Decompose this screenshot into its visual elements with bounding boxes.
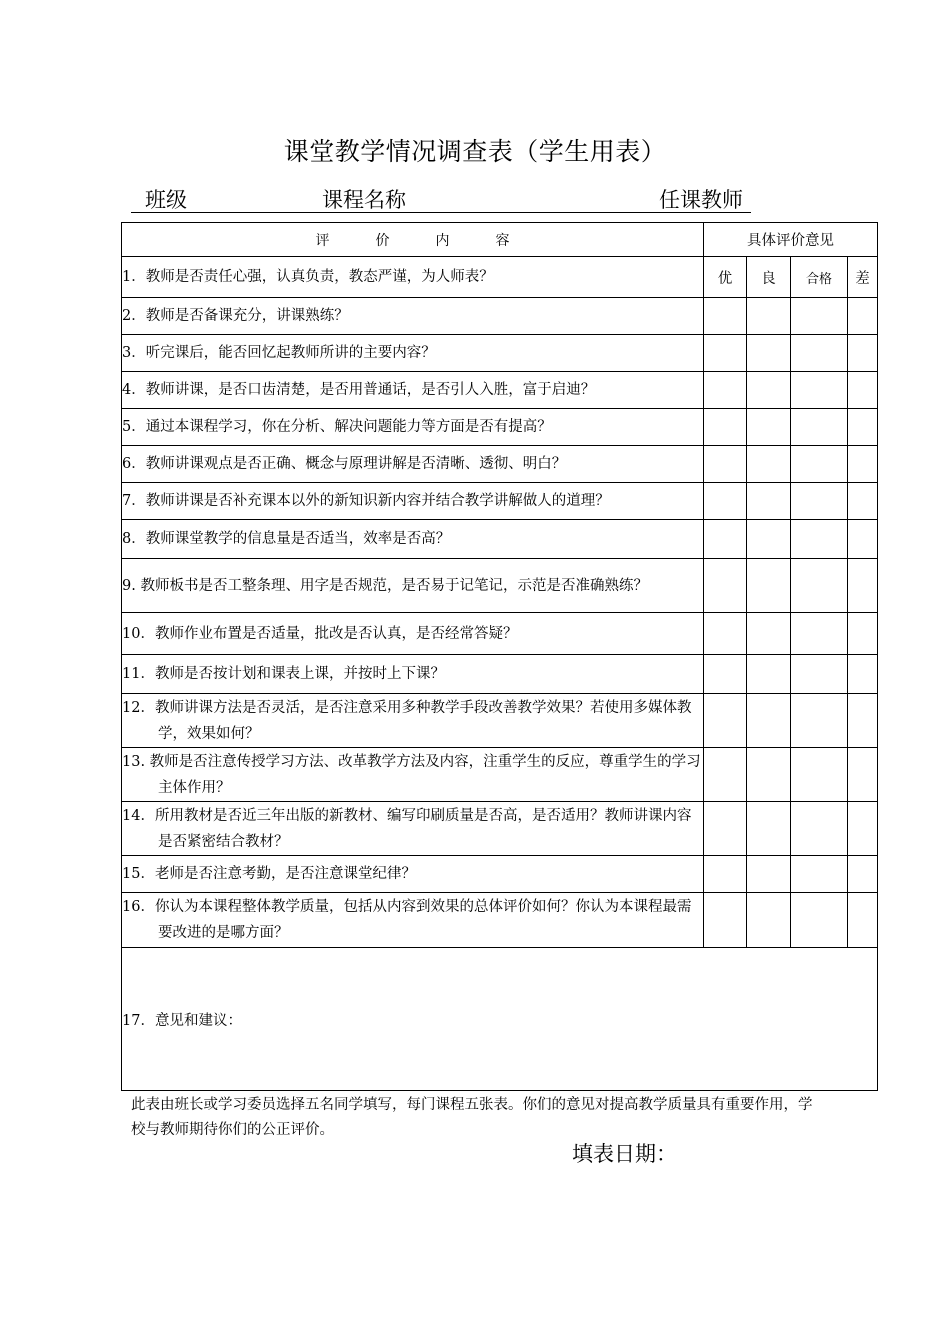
table-row bbox=[122, 483, 878, 520]
table-row bbox=[122, 655, 878, 694]
rating-cell[interactable] bbox=[791, 559, 848, 613]
question-7: 7．教师讲课是否补充课本以外的新知识新内容并结合教学讲解做人的道理？ bbox=[122, 483, 704, 520]
question-8: 8．教师课堂教学的信息量是否适当，效率是否高？ bbox=[122, 520, 704, 559]
rating-cell[interactable] bbox=[848, 655, 878, 694]
question-9: 9. 教师板书是否工整条理、用字是否规范，是否易于记笔记，示范是否准确熟练？ bbox=[122, 559, 704, 613]
question-13-cell bbox=[122, 748, 704, 802]
rating-cell[interactable] bbox=[848, 483, 878, 520]
opinion-header: 具体评价意见 bbox=[704, 223, 878, 257]
content-header: 评价内容 bbox=[315, 232, 556, 249]
question-14: 14．所用教材是否近三年出版的新教材、编写印刷质量是否高，是否适用？教师讲课内容是否紧密结合教材？ bbox=[122, 807, 692, 850]
rating-cell[interactable] bbox=[747, 802, 791, 856]
rating-pass-label: 合格 bbox=[791, 257, 848, 298]
table-row bbox=[122, 409, 878, 446]
rating-cell[interactable] bbox=[747, 520, 791, 559]
table-row bbox=[122, 893, 878, 948]
rating-cell[interactable] bbox=[848, 613, 878, 655]
rating-cell[interactable] bbox=[704, 446, 747, 483]
rating-cell[interactable] bbox=[747, 335, 791, 372]
rating-cell[interactable] bbox=[791, 802, 848, 856]
rating-poor-label: 差 bbox=[848, 257, 878, 298]
rating-cell[interactable] bbox=[848, 856, 878, 893]
rating-cell[interactable] bbox=[704, 856, 747, 893]
page-title: 课堂教学情况调查表（学生用表） bbox=[283, 137, 667, 166]
table-row bbox=[122, 613, 878, 655]
rating-cell[interactable] bbox=[791, 520, 848, 559]
rating-cell[interactable] bbox=[704, 748, 747, 802]
rating-cell[interactable] bbox=[848, 298, 878, 335]
rating-excellent-label: 优 bbox=[704, 257, 747, 298]
table-row bbox=[122, 748, 878, 802]
question-13: 13. 教师是否注意传授学习方法、改革教学方法及内容，注重学生的反应，尊重学生的学习主体作用？ bbox=[122, 753, 701, 796]
question-5: 5．通过本课程学习，你在分析、解决问题能力等方面是否有提高？ bbox=[122, 409, 704, 446]
rating-cell[interactable] bbox=[704, 694, 747, 748]
rating-cell[interactable] bbox=[704, 613, 747, 655]
table-row bbox=[122, 335, 878, 372]
rating-cell[interactable] bbox=[747, 694, 791, 748]
rating-cell[interactable] bbox=[848, 520, 878, 559]
rating-cell[interactable] bbox=[704, 893, 747, 948]
rating-cell[interactable] bbox=[791, 748, 848, 802]
table-row bbox=[122, 694, 878, 748]
rating-cell[interactable] bbox=[791, 409, 848, 446]
question-4: 4．教师讲课，是否口齿清楚，是否用普通话，是否引人入胜，富于启迪？ bbox=[122, 372, 704, 409]
rating-cell[interactable] bbox=[791, 856, 848, 893]
rating-cell[interactable] bbox=[848, 409, 878, 446]
rating-cell[interactable] bbox=[704, 298, 747, 335]
rating-cell[interactable] bbox=[848, 694, 878, 748]
rating-cell[interactable] bbox=[848, 372, 878, 409]
question-3: 3．听完课后，能否回忆起教师所讲的主要内容？ bbox=[122, 335, 704, 372]
question-12-cell bbox=[122, 694, 704, 748]
table-row bbox=[122, 298, 878, 335]
rating-cell[interactable] bbox=[747, 372, 791, 409]
class-label: 班级 bbox=[145, 188, 187, 212]
header-row bbox=[122, 223, 878, 257]
info-underline bbox=[131, 200, 751, 213]
table-row bbox=[122, 856, 878, 893]
rating-cell[interactable] bbox=[747, 748, 791, 802]
rating-cell[interactable] bbox=[791, 893, 848, 948]
course-name-label: 课程名称 bbox=[322, 188, 406, 212]
suggestions-row bbox=[122, 948, 878, 1091]
rating-cell[interactable] bbox=[791, 335, 848, 372]
teacher-label: 任课教师 bbox=[659, 188, 743, 212]
rating-cell[interactable] bbox=[747, 655, 791, 694]
rating-cell[interactable] bbox=[848, 748, 878, 802]
rating-cell[interactable] bbox=[704, 655, 747, 694]
rating-cell[interactable] bbox=[704, 483, 747, 520]
question-16-cell bbox=[122, 893, 704, 948]
rating-cell[interactable] bbox=[747, 483, 791, 520]
rating-cell[interactable] bbox=[704, 802, 747, 856]
rating-cell[interactable] bbox=[848, 446, 878, 483]
rating-cell[interactable] bbox=[704, 520, 747, 559]
table-row bbox=[122, 802, 878, 856]
rating-cell[interactable] bbox=[747, 298, 791, 335]
rating-cell[interactable] bbox=[848, 802, 878, 856]
question-11: 11．教师是否按计划和课表上课，并按时上下课？ bbox=[122, 655, 704, 694]
rating-cell[interactable] bbox=[791, 372, 848, 409]
question-12: 12．教师讲课方法是否灵活，是否注意采用多种教学手段改善教学效果？若使用多媒体教学，效果如何？ bbox=[122, 699, 692, 742]
rating-cell[interactable] bbox=[747, 409, 791, 446]
question-16: 16．你认为本课程整体教学质量，包括从内容到效果的总体评价如何？你认为本课程最需要改进的是哪方面？ bbox=[122, 899, 692, 941]
rating-cell[interactable] bbox=[848, 335, 878, 372]
table-row bbox=[122, 520, 878, 559]
rating-cell[interactable] bbox=[848, 893, 878, 948]
table-row bbox=[122, 372, 878, 409]
rating-cell[interactable] bbox=[747, 856, 791, 893]
rating-cell[interactable] bbox=[791, 655, 848, 694]
suggestions-field[interactable] bbox=[122, 948, 878, 1091]
table-row bbox=[122, 446, 878, 483]
question-10: 10．教师作业布置是否适量，批改是否认真，是否经常答疑？ bbox=[122, 613, 704, 655]
rating-cell[interactable] bbox=[791, 613, 848, 655]
suggestions-label: 17．意见和建议： bbox=[122, 1012, 242, 1029]
rating-cell[interactable] bbox=[704, 559, 747, 613]
table-row bbox=[122, 257, 878, 298]
rating-cell[interactable] bbox=[848, 559, 878, 613]
rating-cell[interactable] bbox=[791, 483, 848, 520]
footer-note: 此表由班长或学习委员选择五名同学填写，每门课程五张表。你们的意见对提高教学质量具有重要作用，学校与教师期待你们的公正评价。 bbox=[131, 1097, 813, 1138]
rating-cell[interactable] bbox=[791, 446, 848, 483]
question-14-cell bbox=[122, 802, 704, 856]
content-header-cell bbox=[122, 223, 704, 257]
survey-table bbox=[121, 222, 878, 1091]
rating-good-label: 良 bbox=[747, 257, 791, 298]
table-row bbox=[122, 559, 878, 613]
rating-cell[interactable] bbox=[704, 409, 747, 446]
question-6: 6．教师讲课观点是否正确、概念与原理讲解是否清晰、透彻、明白？ bbox=[122, 446, 704, 483]
rating-cell[interactable] bbox=[747, 446, 791, 483]
rating-cell[interactable] bbox=[704, 335, 747, 372]
rating-cell[interactable] bbox=[791, 298, 848, 335]
rating-cell[interactable] bbox=[747, 893, 791, 948]
rating-cell[interactable] bbox=[747, 559, 791, 613]
question-2: 2．教师是否备课充分，讲课熟练？ bbox=[122, 298, 704, 335]
question-15: 15．老师是否注意考勤，是否注意课堂纪律？ bbox=[122, 856, 704, 893]
rating-cell[interactable] bbox=[704, 372, 747, 409]
rating-cell[interactable] bbox=[791, 694, 848, 748]
rating-cell[interactable] bbox=[747, 613, 791, 655]
fill-date-label: 填表日期： bbox=[572, 1142, 677, 1166]
question-1: 1．教师是否责任心强，认真负责，教态严谨，为人师表？ bbox=[122, 257, 704, 298]
